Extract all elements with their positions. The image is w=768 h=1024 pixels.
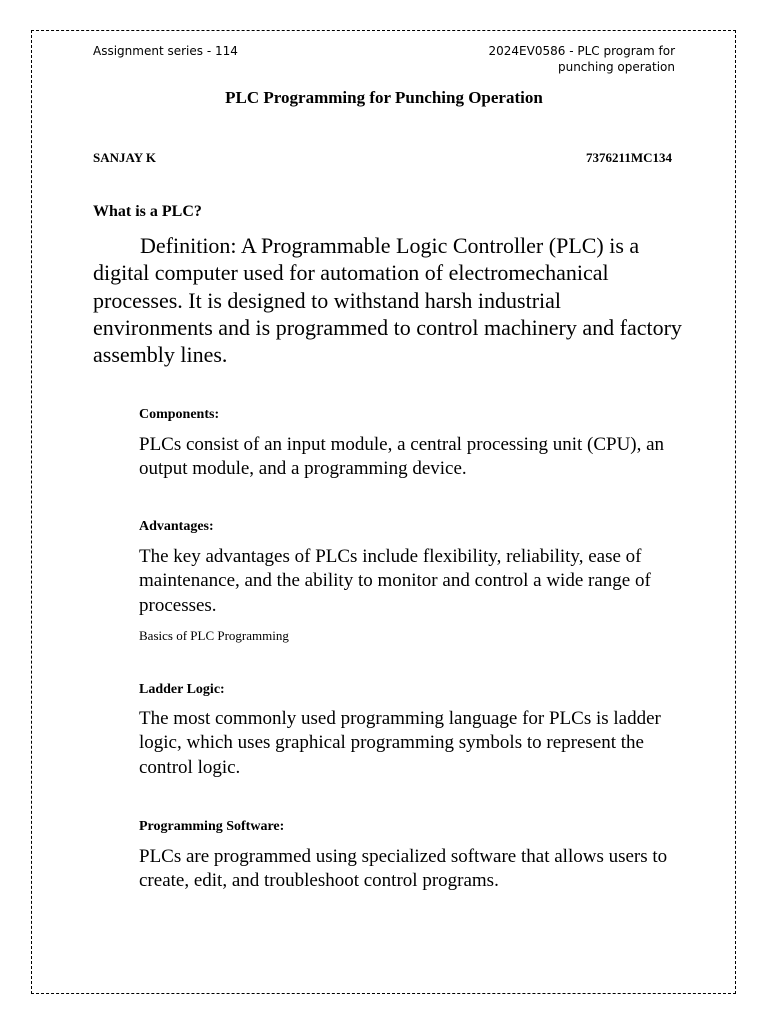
section-heading-what-is-plc: What is a PLC? xyxy=(93,203,202,220)
components-paragraph: PLCs consist of an input module, a central processing unit (CPU), an output module, and a programming device. xyxy=(139,434,665,480)
header-document-code xyxy=(455,43,675,75)
basics-note: Basics of PLC Programming xyxy=(139,628,289,643)
author-name: SANJAY K xyxy=(93,150,156,165)
advantages-heading: Advantages: xyxy=(139,519,214,534)
ladder-logic-heading: Ladder Logic: xyxy=(139,682,225,697)
programming-software-heading: Programming Software: xyxy=(139,819,285,834)
definition-paragraph: Definition: A Programmable Logic Controller (PLC) is a digital computer used for automation of electromechanical processes. It is designed to withstand harsh industrial environments and is programmed to control machinery and factory assembly lines. xyxy=(93,233,682,368)
document-title: PLC Programming for Punching Operation xyxy=(225,88,543,107)
advantages-paragraph: The key advantages of PLCs include flexibility, reliability, ease of maintenance, and the ability to monitor and control a wide range of processes. xyxy=(139,546,651,616)
header-document-code-line1: 2024EV0586 - PLC program for xyxy=(488,44,675,58)
header-document-code-line2: punching operation xyxy=(557,60,675,74)
components-heading: Components: xyxy=(139,407,220,422)
programming-software-paragraph: PLCs are programmed using specialized software that allows users to create, edit, and troubleshoot control programs. xyxy=(139,846,668,892)
ladder-logic-paragraph: The most commonly used programming language for PLCs is ladder logic, which uses graphical programming symbols to represent the control logic. xyxy=(139,708,661,778)
roll-number: 7376211MC134 xyxy=(586,150,672,165)
header-assignment-series: Assignment series - 114 xyxy=(93,44,238,58)
